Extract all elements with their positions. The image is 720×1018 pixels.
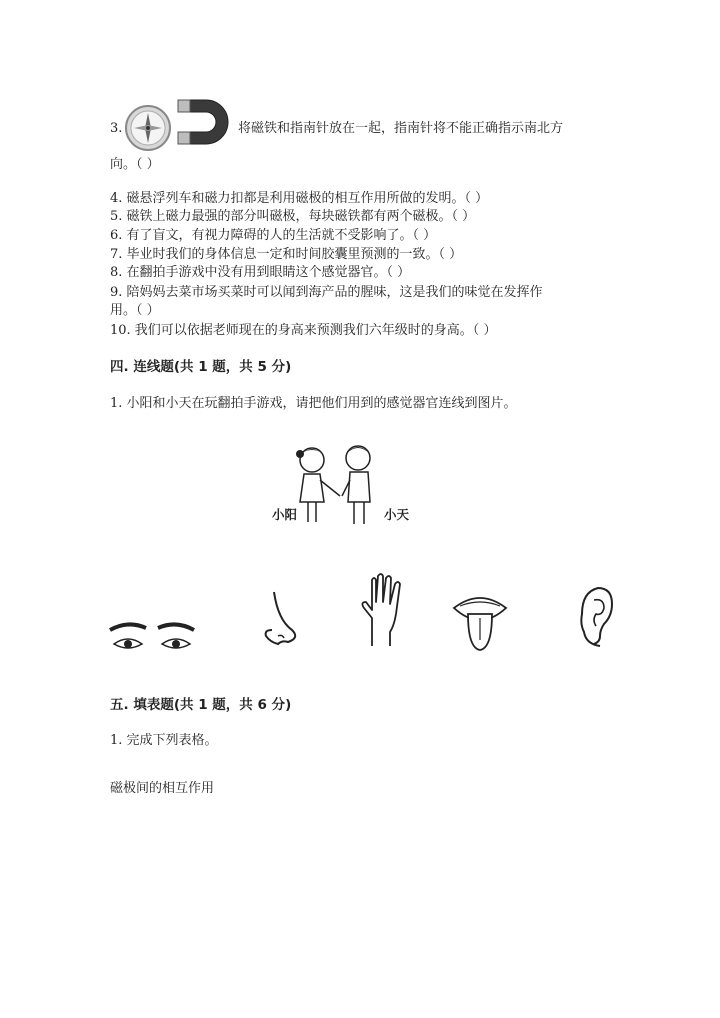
- question-3-text: 将磁铁和指南针放在一起，指南针将不能正确指示南北方: [238, 121, 564, 136]
- question-7: 7. 毕业时我们的身体信息一定和时间胶囊里预测的一致。（ ）: [110, 247, 463, 262]
- section-4-question-1: 1. 小阳和小天在玩翻拍手游戏，请把他们用到的感觉器官连线到图片。: [110, 396, 517, 411]
- section-5-heading: 五. 填表题(共 1 题，共 6 分): [110, 697, 292, 713]
- question-3-number: 3.: [110, 121, 123, 136]
- question-6: 6. 有了盲文，有视力障碍的人的生活就不受影响了。（ ）: [110, 228, 437, 243]
- section-5-question-1: 1. 完成下列表格。: [110, 733, 218, 748]
- eyes-icon: [108, 620, 196, 660]
- label-xiaoyang: 小阳: [272, 507, 298, 522]
- question-10: 10. 我们可以依据老师现在的身高来预测我们六年级时的身高。（ ）: [110, 323, 497, 338]
- label-xiaotian: 小天: [384, 507, 410, 522]
- question-9: 9. 陪妈妈去菜市场买菜时可以闻到海产品的腥味，这是我们的味觉在发挥作: [110, 285, 543, 300]
- question-4: 4. 磁悬浮列车和磁力扣都是利用磁极的相互作用所做的发明。（ ）: [110, 191, 489, 206]
- question-3-continuation: 向。（ ）: [110, 157, 160, 172]
- question-9-continuation: 用。（ ）: [110, 303, 160, 318]
- hand-icon: [358, 572, 406, 648]
- nose-icon: [258, 590, 302, 652]
- mouth-icon: [450, 588, 510, 654]
- question-8: 8. 在翻拍手游戏中没有用到眼睛这个感觉器官。（ ）: [110, 265, 411, 280]
- question-5: 5. 磁铁上磁力最强的部分叫磁极，每块磁铁都有两个磁极。（ ）: [110, 209, 476, 224]
- question-3: [110, 120, 122, 138]
- kids-clapping-illustration: [290, 440, 390, 526]
- horseshoe-magnet-icon: [172, 92, 238, 148]
- table-title: 磁极间的相互作用: [110, 781, 215, 796]
- compass-icon: [124, 104, 172, 152]
- section-4-heading: 四. 连线题(共 1 题，共 5 分): [110, 359, 292, 375]
- ear-icon: [572, 584, 616, 650]
